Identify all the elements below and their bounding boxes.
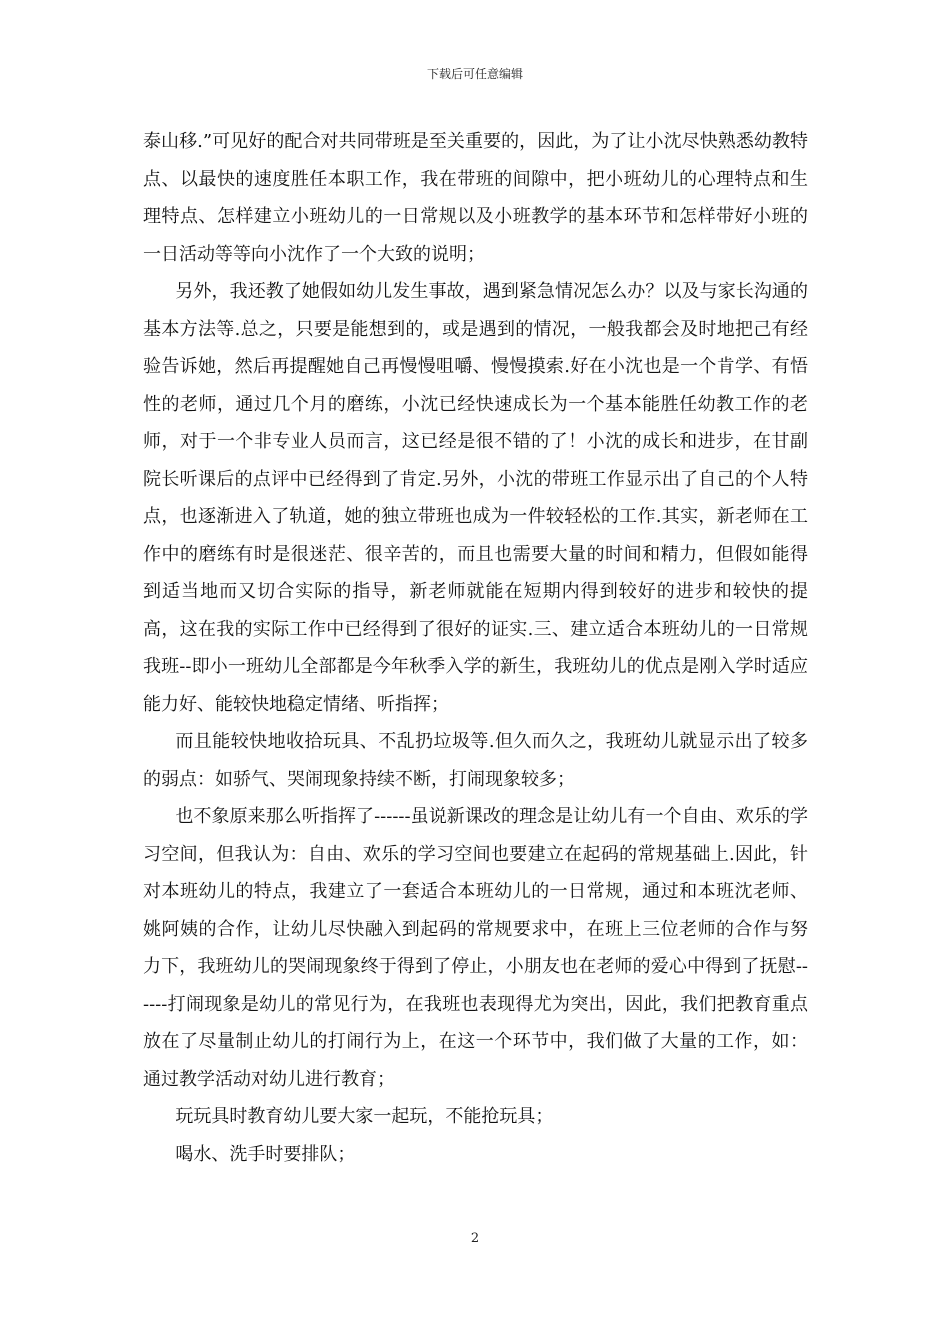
paragraph-2: 另外，我还教了她假如幼儿发生事故，遇到紧急情况怎么办？以及与家长沟通的基本方法等.总之，只要是能想到的，或是遇到的情况，一般我都会及时地把己有经验告诉她，然后再提醒她自己再慢慢咀嚼、慢慢摸索.好在小沈也是一个肯学、有悟性的老师，通过几个月的磨练，小沈已经快速成长为一个基本能胜任幼教工作的老师，对于一个非专业人员而言，这已经是很不错的了！小沈的成长和进步，在甘副院长听课后的点评中已经得到了肯定.另外，小沈的带班工作显示出了自己的个人特点，也逐渐进入了轨道，她的独立带班也成为一件较轻松的工作.其实，新老师在工作中的磨练有时是很迷茫、很辛苦的，而且也需要大量的时间和精力，但假如能得到适当地而又切合实际的指导，新老师就能在短期内得到较好的进步和较快的提高，这在我的实际工作中已经得到了很好的证实.三、建立适合本班幼儿的一日常规我班--即小一班幼儿全部都是今年秋季入学的新生，我班幼儿的优点是刚入学时适应能力好、能较快地稳定情绪、听指挥； — [143, 281, 808, 715]
paragraph-5: 玩玩具时教育幼儿要大家一起玩，不能抢玩具； — [175, 1106, 554, 1127]
page-header: 下载后可任意编辑 — [426, 67, 523, 81]
paragraph-6: 喝水、洗手时要排队； — [175, 1143, 356, 1165]
paragraph-4: 也不象原来那么听指挥了------虽说新课改的理念是让幼儿有一个自由、欢乐的学习空间，但我认为：自由、欢乐的学习空间也要建立在起码的常规基础上.因此，针对本班幼儿的特点，我建立了一套适合本班幼儿的一日常规，通过和本班沈老师、姚阿姨的合作，让幼儿尽快融入到起码的常规要求中，在班上三位老师的合作与努力下，我班幼儿的哭闹现象终于得到了停止，小朋友也在老师的爱心中得到了抚慰------打闹现象是幼儿的常见行为，在我班也表现得尤为突出，因此，我们把教育重点放在了尽量制止幼儿的打闹行为上，在这一个环节中，我们做了大量的工作，如：通过教学活动对幼儿进行教育； — [143, 806, 808, 1090]
document-body — [143, 123, 808, 1173]
paragraph-3: 而且能较快地收拾玩具、不乱扔垃圾等.但久而久之，我班幼儿就显示出了较多的弱点：如骄气、哭闹现象持续不断，打闹现象较多； — [143, 731, 808, 790]
page-number: 2 — [470, 1231, 480, 1246]
paragraph-1: 泰山移.”可见好的配合对共同带班是至关重要的，因此，为了让小沈尽快熟悉幼教特点、以最快的速度胜任本职工作，我在带班的间隙中，把小班幼儿的心理特点和生理特点、怎样建立小班幼儿的一日常规以及小班教学的基本环节和怎样带好小班的一日活动等等向小沈作了一个大致的说明； — [143, 131, 808, 265]
